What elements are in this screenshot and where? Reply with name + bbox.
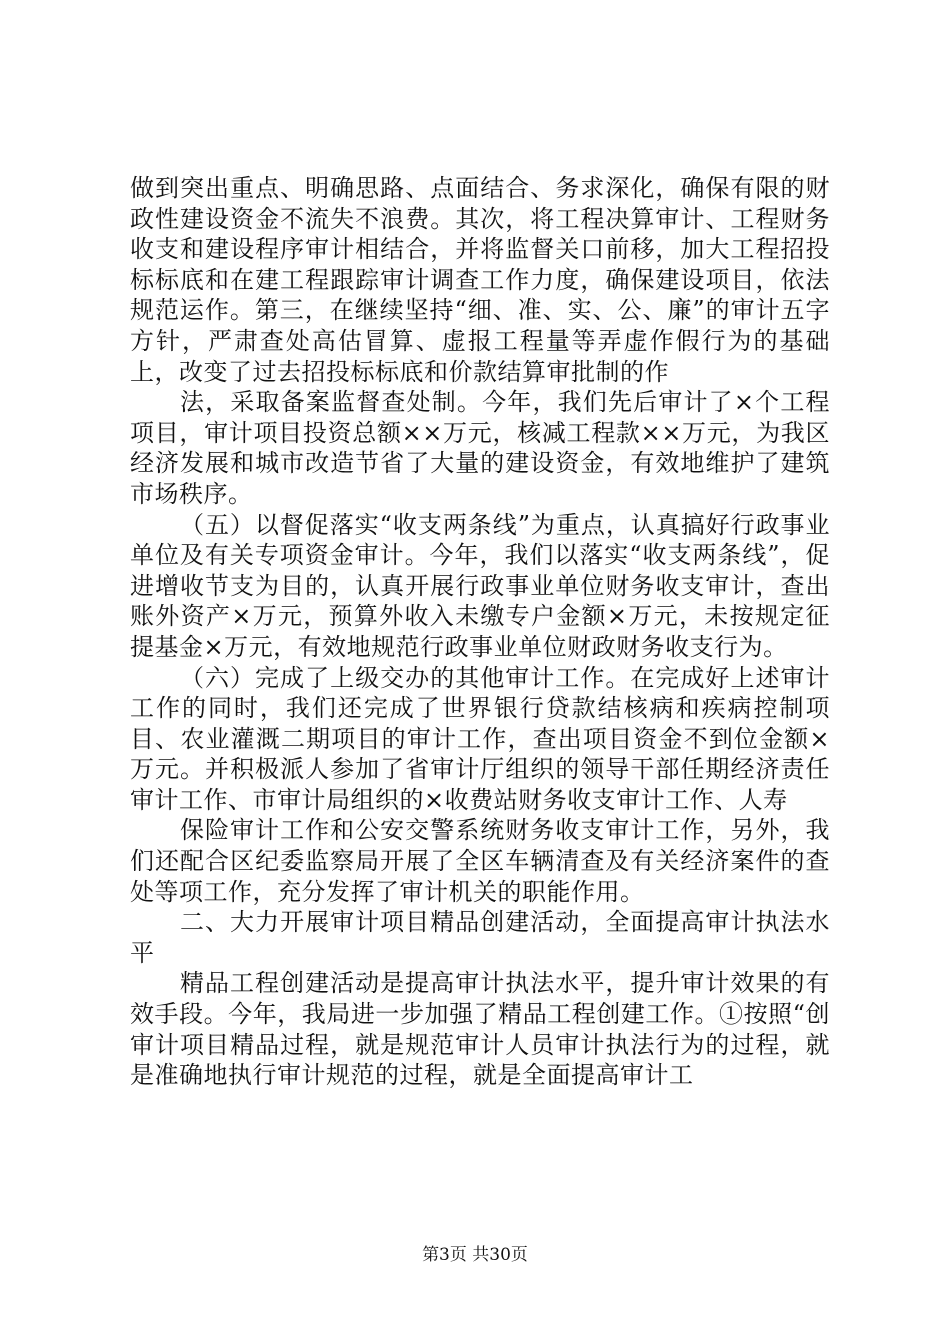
paragraph-4: （六）完成了上级交办的其他审计工作。在完成好上述审计工作的同时，我们还完成了世界银行贷款结核病和疾病控制项目、农业灌溉二期项目的审计工作，查出项目资金不到位金额×万元。并积极派人参加了省审计厅组织的领导干部任期经济责任审计工作、市审计局组织的×收费站财务收支审计工作、人寿: [130, 663, 830, 814]
paragraph-3: （五）以督促落实“收支两条线”为重点，认真搞好行政事业单位及有关专项资金审计。今年，我们以落实“收支两条线”，促进增收节支为目的，认真开展行政事业单位财务收支审计，查出账外资产×万元，预算外收入未缴专户金额×万元，未按规定征提基金×万元，有效地规范行政事业单位财政财务收支行为。: [130, 510, 830, 661]
section-heading: 二、大力开展审计项目精品创建活动，全面提高审计执法水平: [130, 908, 830, 967]
document-body: [130, 173, 830, 1091]
paragraph-7: 精品工程创建活动是提高审计执法水平，提升审计效果的有效手段。今年，我局进一步加强了精品工程创建工作。①按照“创审计项目精品过程，就是规范审计人员审计执法行为的过程，就是准确地执行审计规范的过程，就是全面提高审计工: [130, 969, 830, 1090]
paragraph-5: 保险审计工作和公安交警系统财务收支审计工作，另外，我们还配合区纪委监察局开展了全区车辆清查及有关经济案件的查处等项工作，充分发挥了审计机关的职能作用。: [130, 816, 830, 906]
paragraph-2: 法，采取备案监督查处制。今年，我们先后审计了×个工程项目，审计项目投资总额××万元，核减工程款××万元，为我区经济发展和城市改造节省了大量的建设资金，有效地维护了建筑市场秩序。: [130, 388, 830, 508]
page-footer: 第3页 共30页: [422, 1245, 528, 1265]
paragraph-1: 做到突出重点、明确思路、点面结合、务求深化，确保有限的财政性建设资金不流失不浪费。其次，将工程决算审计、工程财务收支和建设程序审计相结合，并将监督关口前移，加大工程招投标标底和在建工程跟踪审计调查工作力度，确保建设项目，依法规范运作。第三，在继续坚持“细、准、实、公、廉”的审计五字方针，严肃查处高估冒算、虚报工程量等弄虚作假行为的基础上，改变了过去招投标标底和价款结算审批制的作: [130, 174, 830, 386]
